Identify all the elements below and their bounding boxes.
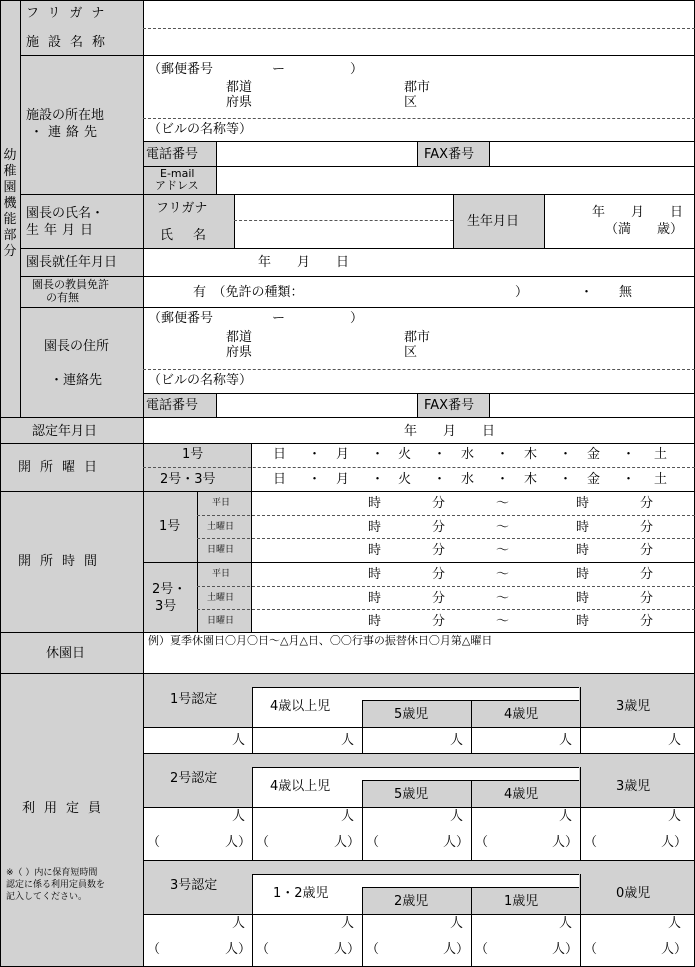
hours-end-minute: 分 [640,543,654,558]
hours-start-hour: 時 [368,496,382,511]
hours-sub-label: 土曜日 [207,593,235,603]
prefecture-label-2: 府県 [226,95,253,110]
open-hours-label: 開所時間 [18,554,107,569]
director-phone-label: 電話番号 [146,398,199,413]
cap1-age4: 4歳児 [504,707,539,722]
hours-tilde: ～ [496,614,510,629]
postal-close: ） [350,62,364,77]
hours-sub-label: 平日 [212,498,231,508]
hours-tilde: ～ [496,567,510,582]
hours-tilde: ～ [496,543,510,558]
email-label-2: アドレス [155,179,199,192]
director-age: （満 歳） [605,222,684,237]
phone-label: 電話番号 [146,147,199,162]
cap3-short-paren: （ [584,942,598,957]
facility-furigana-label: フリガナ [26,6,114,21]
day-separator: ・ [559,472,573,487]
director-prefecture-2: 府県 [226,345,253,360]
day-cell: 土 [654,447,668,462]
cap3-unit: 人 [450,916,464,931]
cap2-short-unit: 人） [661,835,688,850]
day-cell: 火 [398,472,412,487]
cap3-short-paren: （ [475,942,489,957]
day-cell: 月 [336,472,350,487]
day-cell: 火 [398,447,412,462]
cap2-unit: 人 [232,809,246,824]
certified-date-value: 年 月 日 [404,424,496,439]
capacity-note-1: ※（ ）内に保育短時間 [6,868,98,878]
day-cell: 日 [273,472,287,487]
day-cell: 水 [461,472,475,487]
day-cell: 金 [587,472,601,487]
hours-end-hour: 時 [576,520,590,535]
hours-sub-label: 土曜日 [207,522,235,532]
hours-end-hour: 時 [576,543,590,558]
cap1-age5: 5歳児 [394,707,429,722]
cap1-unit: 人 [668,733,682,748]
cap1-unit: 人 [232,733,246,748]
director-prefecture-1: 都道 [226,330,253,345]
director-shimei-label: 氏名 [160,228,227,243]
facility-name-label: 施設名称 [26,35,115,50]
cap1-unit: 人 [450,733,464,748]
building-label: （ビルの名称等） [148,122,253,137]
hours-end-minute: 分 [640,614,654,629]
cap2-age4: 4歳児 [504,787,539,802]
fax-label: FAX番号 [424,147,475,162]
prefecture-label-1: 都道 [226,80,253,95]
cap2-unit: 人 [559,809,573,824]
facility-address-label: 施設の所在地 [26,108,105,123]
capacity-note-3: 記入してください。 [6,892,88,902]
hours-start-hour: 時 [368,520,382,535]
cap2-age3: 3歳児 [616,779,651,794]
director-city-2: 区 [404,345,418,360]
cap1-age4plus: 4歳以上児 [270,699,331,714]
cert2-label: 2号認定 [170,771,218,786]
open-hours-group1-label: 1号 [159,519,181,534]
postal-dash: ー [272,62,286,77]
city-label-1: 郡市 [404,80,431,95]
hours-start-minute: 分 [432,520,446,535]
cap3-age0: 0歳児 [616,886,651,901]
cap2-short-paren: （ [584,835,598,850]
open-hours-group2-label-2: 3号 [155,599,177,614]
facility-contact-label: ・連絡先 [30,125,103,140]
day-separator: ・ [433,447,447,462]
hours-start-minute: 分 [432,543,446,558]
director-building-label: （ビルの名称等） [148,373,253,388]
day-cell: 金 [587,447,601,462]
director-furigana-label: フリガナ [156,201,208,216]
hours-start-minute: 分 [432,567,446,582]
cap1-unit: 人 [341,733,355,748]
director-postal-close: ） [350,311,364,326]
license-yes: 有 （免許の種類： [193,285,304,300]
cap1-unit: 人 [559,733,573,748]
capacity-note-2: 認定に係る利用定員数を [6,880,106,890]
hours-start-hour: 時 [368,591,382,606]
hours-start-minute: 分 [432,591,446,606]
side-label: 幼稚園機能部分 [3,148,17,259]
cert1-label: 1号認定 [170,692,218,707]
cap3-short-paren: （ [256,942,270,957]
director-city-1: 郡市 [404,330,431,345]
open-hours-group2-label-1: 2号・ [152,582,187,597]
license-label-1: 園長の教員免許 [32,278,109,291]
cap3-unit: 人 [232,916,246,931]
cap3-short-paren: （ [147,942,161,957]
birth-ymd: 年 月 日 [592,205,684,220]
holidays-label: 休園日 [46,646,86,661]
hours-start-hour: 時 [368,543,382,558]
hours-sub-label: 日曜日 [207,616,235,626]
holidays-example: 例）夏季休園日〇月〇日～△月△日、〇〇行事の振替休日〇月第△曜日 [148,634,493,647]
hours-tilde: ～ [496,591,510,606]
cap3-short-paren: （ [366,942,380,957]
hours-tilde: ～ [496,520,510,535]
hours-end-hour: 時 [576,496,590,511]
day-separator: ・ [371,447,385,462]
cert3-label: 3号認定 [170,878,218,893]
day-separator: ・ [559,447,573,462]
hours-end-minute: 分 [640,567,654,582]
hours-end-minute: 分 [640,591,654,606]
open-days-row2-label: 2号・3号 [160,472,216,487]
director-fax-label: FAX番号 [424,398,475,413]
cap3-age1: 1歳児 [504,894,539,909]
cap3-unit: 人 [668,916,682,931]
cap3-age2: 2歳児 [394,894,429,909]
hours-end-hour: 時 [576,591,590,606]
cap2-short-unit: 人） [443,835,470,850]
hours-tilde: ～ [496,496,510,511]
cap3-short-unit: 人） [334,942,361,957]
cap3-unit: 人 [341,916,355,931]
day-separator: ・ [622,447,636,462]
day-cell: 水 [461,447,475,462]
cap2-short-unit: 人） [225,835,252,850]
hours-end-hour: 時 [576,614,590,629]
day-separator: ・ [371,472,385,487]
birth-label: 生年月日 [467,214,520,229]
day-separator: ・ [308,472,322,487]
cap2-short-paren: （ [256,835,270,850]
cap2-age4plus: 4歳以上児 [270,779,331,794]
director-address-label: 園長の住所 [44,339,110,354]
email-label-1: E-mail [160,167,195,180]
certified-date-label: 認定年月日 [32,424,98,439]
cap3-short-unit: 人） [661,942,688,957]
director-postal-label: （郵便番号 [148,311,214,326]
hours-start-hour: 時 [368,567,382,582]
cap2-unit: 人 [668,809,682,824]
cap2-short-paren: （ [366,835,380,850]
day-cell: 木 [524,472,538,487]
day-cell: 土 [654,472,668,487]
cap3-short-unit: 人） [443,942,470,957]
license-close: ） [515,285,529,300]
director-contact-label: ・連絡先 [50,373,103,388]
day-cell: 木 [524,447,538,462]
city-label-2: 区 [404,95,418,110]
open-days-label: 開所曜日 [18,460,107,475]
hours-sub-label: 平日 [212,569,231,579]
license-label-2: の有無 [46,291,79,304]
postal-label: （郵便番号 [148,62,214,77]
hours-start-hour: 時 [368,614,382,629]
cap2-short-paren: （ [475,835,489,850]
cap3-short-unit: 人） [552,942,579,957]
day-separator: ・ [308,447,322,462]
cap3-short-unit: 人） [225,942,252,957]
cap1-age3: 3歳児 [616,699,651,714]
day-cell: 月 [336,447,350,462]
license-no: ・ 無 [580,285,633,300]
day-separator: ・ [496,447,510,462]
open-days-row1-label: 1号 [182,447,204,462]
appointed-label: 園長就任年月日 [26,255,118,270]
day-cell: 日 [273,447,287,462]
cap2-unit: 人 [450,809,464,824]
cap2-short-paren: （ [147,835,161,850]
hours-end-hour: 時 [576,567,590,582]
hours-end-minute: 分 [640,520,654,535]
cap2-age5: 5歳児 [394,787,429,802]
director-birth-label: 生年月日 [26,223,99,238]
hours-end-minute: 分 [640,496,654,511]
capacity-label: 利用定員 [22,801,111,816]
cap2-short-unit: 人） [552,835,579,850]
appointed-value: 年 月 日 [258,255,350,270]
cap3-age12: 1・2歳児 [273,886,329,901]
hours-start-minute: 分 [432,614,446,629]
cap2-unit: 人 [341,809,355,824]
day-separator: ・ [622,472,636,487]
director-name-label: 園長の氏名・ [26,206,105,221]
hours-sub-label: 日曜日 [207,545,235,555]
cap3-unit: 人 [559,916,573,931]
director-postal-dash: ー [272,311,286,326]
day-separator: ・ [433,472,447,487]
day-separator: ・ [496,472,510,487]
hours-start-minute: 分 [432,496,446,511]
cap2-short-unit: 人） [334,835,361,850]
